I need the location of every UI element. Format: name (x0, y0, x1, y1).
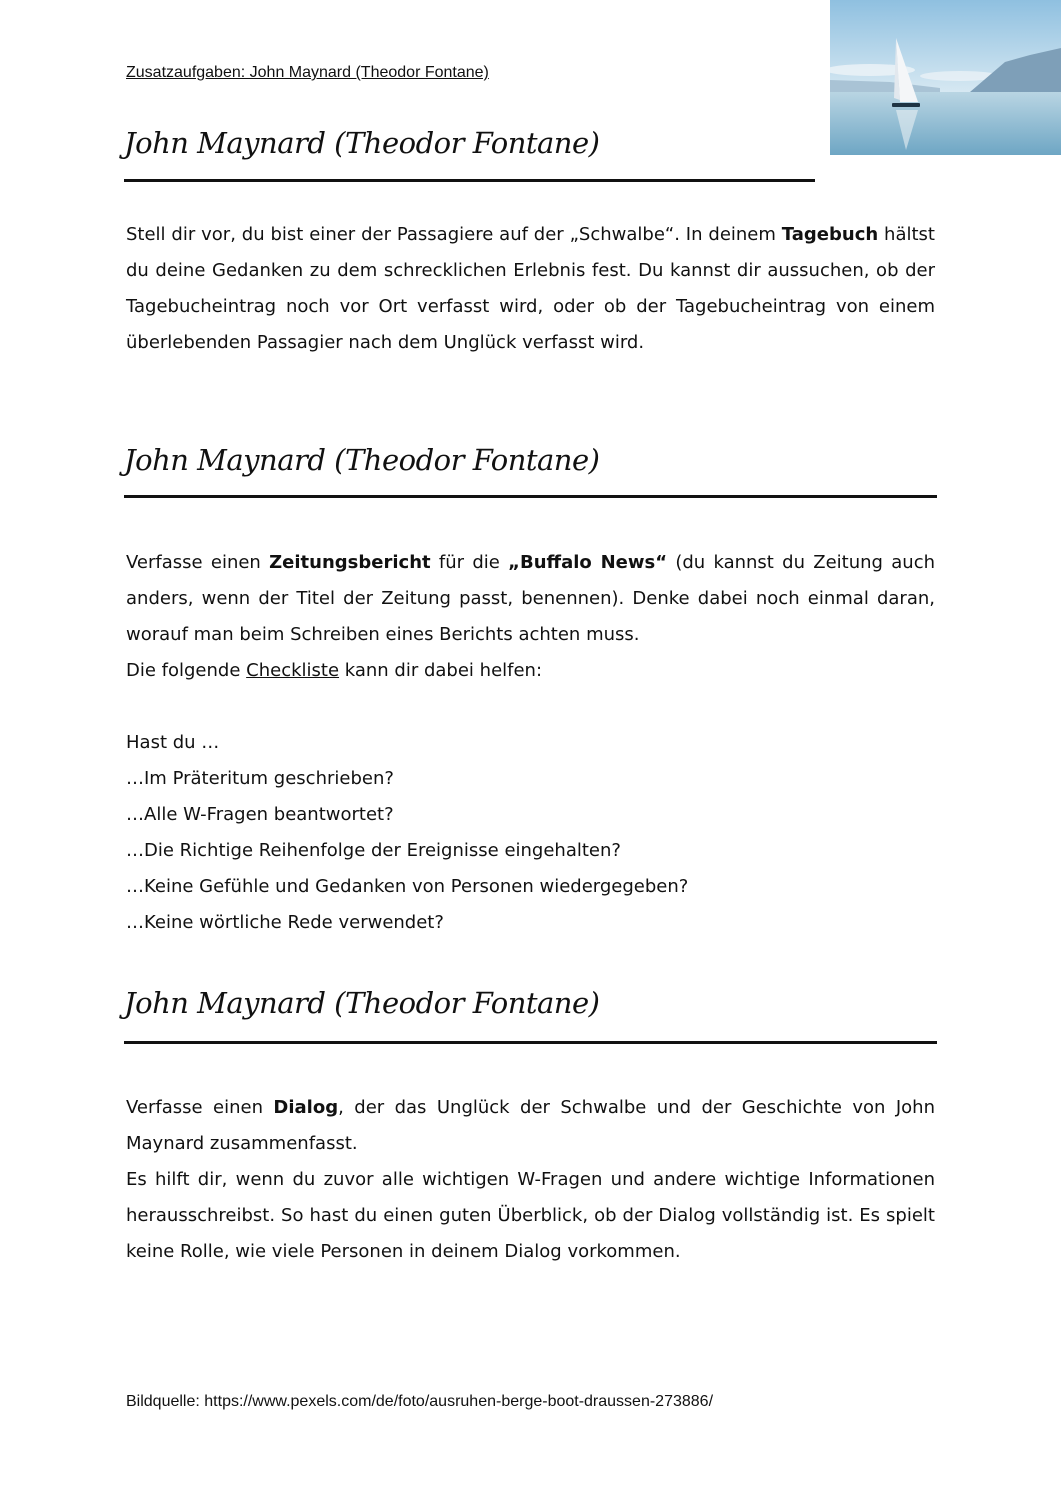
task-text: Verfasse einen (126, 552, 270, 573)
task-hint: Es hilft dir, wenn du zuvor alle wichtigen W-Fragen und andere wichtige Informationen herausschreibst. So hast du einen guten Überblick, ob der Dialog vollständig ist. Es spielt keine Rolle, wie viele Personen in deinem Dialog vorkommen. (126, 1169, 935, 1262)
newspaper-name: „Buffalo News“ (508, 552, 668, 573)
section-2-heading: John Maynard (Theodor Fontane) (124, 443, 600, 477)
section-1-divider (124, 179, 815, 182)
task-text: kann dir dabei helfen: (339, 660, 543, 681)
section-3-divider (124, 1041, 937, 1044)
checklist-item: …Keine wörtliche Rede verwendet? (126, 912, 444, 933)
checklist-intro: Hast du … (126, 732, 220, 753)
task-keyword: Tagebuch (781, 224, 879, 245)
task-text: Stell dir vor, du bist einer der Passagiere auf der „Schwalbe“. In deinem (126, 224, 782, 245)
task-keyword: Zeitungsbericht (269, 552, 431, 573)
task-text: (du kannst du Zeitung auch anders, wenn der Titel der Zeitung passt, benennen). Denke dabei noch einmal daran, worauf man beim Schreiben eines Berichts achten muss. (126, 552, 936, 645)
task-text: hältst du deine Gedanken zu dem schrecklichen Erlebnis fest. Du kannst dir aussuchen, ob der Tagebucheintrag noch vor Ort verfasst wird, oder ob der Tagebucheintrag von einem überlebenden Passagier nach dem Unglück verfasst wird. (126, 224, 935, 353)
section-2-divider (124, 495, 937, 498)
sailboat-lake-photo (830, 0, 1061, 155)
document-header: Zusatzaufgaben: John Maynard (Theodor Fontane) (126, 64, 489, 81)
checklist-item: …Die Richtige Reihenfolge der Ereignisse eingehalten? (126, 840, 621, 861)
task-text: Verfasse einen (126, 1097, 274, 1118)
task-text: , der das Unglück der Schwalbe und der Geschichte von John Maynard zusammenfasst. (126, 1097, 935, 1154)
checklist-term: Checkliste (246, 660, 340, 681)
section-2-task (126, 545, 935, 941)
section-3-heading: John Maynard (Theodor Fontane) (124, 986, 600, 1020)
section-1-task (126, 217, 935, 361)
checklist-item: …Im Präteritum geschrieben? (126, 768, 394, 789)
section-3-task (126, 1090, 935, 1270)
section-1-heading: John Maynard (Theodor Fontane) (124, 126, 600, 160)
task-keyword: Dialog (273, 1097, 339, 1118)
task-text: für die (430, 552, 509, 573)
image-source: Bildquelle: https://www.pexels.com/de/foto/ausruhen-berge-boot-draussen-273886/ (126, 1393, 714, 1410)
checklist-item: …Keine Gefühle und Gedanken von Personen wiedergegeben? (126, 876, 689, 897)
checklist-item: …Alle W-Fragen beantwortet? (126, 804, 394, 825)
task-text: Die folgende (126, 660, 247, 681)
